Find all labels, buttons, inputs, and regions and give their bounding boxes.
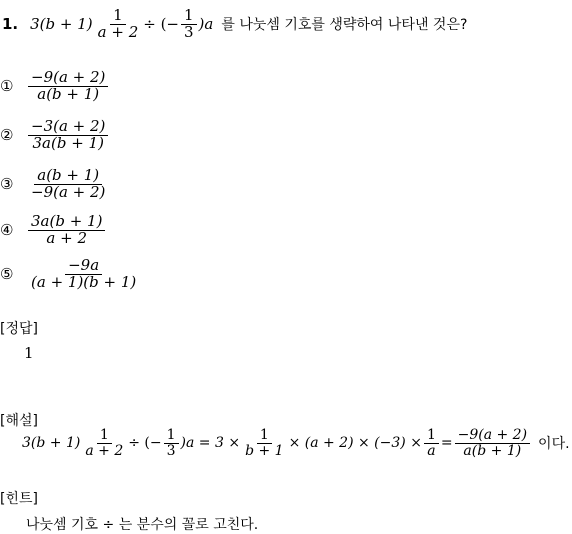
expl-fraction-1: [82, 428, 126, 458]
choice-2[interactable]: [0, 119, 110, 152]
fraction-numerator: 1: [110, 8, 126, 25]
choice-fraction: [28, 258, 139, 291]
expl-part-4: × (a + 2) × (−3) ×: [288, 435, 422, 452]
fraction-numerator: 1: [181, 8, 197, 25]
expl-part-2: ÷ (−: [128, 435, 162, 452]
explanation-label: [해설]: [0, 413, 38, 429]
choice-mark: ③: [0, 175, 14, 194]
fraction-numerator: −9(a + 2): [455, 428, 530, 444]
question-fraction-2: [181, 8, 197, 41]
fraction-denominator: (a + 1)(b + 1): [31, 272, 137, 291]
choice-mark: ②: [0, 126, 14, 145]
fraction-numerator: 1: [97, 428, 112, 444]
choice-fraction: [28, 214, 105, 247]
fraction-denominator: a: [427, 442, 436, 459]
choice-5[interactable]: [0, 258, 141, 291]
fraction-numerator: −9a: [65, 258, 102, 275]
expl-fraction-5: [455, 428, 530, 458]
question-division: ÷ (−: [143, 15, 179, 34]
answer-value: 1: [24, 344, 34, 362]
expl-suffix: 이다.: [538, 436, 570, 453]
choice-4[interactable]: [0, 214, 107, 247]
choice-fraction: [28, 70, 108, 103]
choice-fraction: [28, 168, 108, 201]
fraction-denominator: 3: [184, 22, 194, 41]
fraction-numerator: −3(a + 2): [28, 119, 108, 136]
choice-1[interactable]: [0, 70, 110, 103]
question-expr-prefix: 3(b + 1): [30, 15, 93, 34]
choice-mark: ⑤: [0, 265, 14, 284]
expl-fraction-4: [424, 428, 439, 458]
choice-mark: ①: [0, 77, 14, 96]
expl-fraction-3: [242, 428, 287, 458]
fraction-denominator: a(b + 1): [463, 442, 522, 459]
fraction-numerator: a(b + 1): [34, 168, 102, 185]
fraction-denominator: a + 2: [85, 442, 124, 459]
choice-mark: ④: [0, 221, 14, 240]
answer-label: [정답]: [0, 321, 38, 337]
question-fraction-1: [95, 8, 142, 41]
fraction-denominator: a(b + 1): [37, 84, 100, 103]
hint-text: 나눗셈 기호 ÷ 는 분수의 꼴로 고친다.: [26, 517, 259, 533]
fraction-denominator: a + 2: [97, 22, 139, 41]
fraction-numerator: −9(a + 2): [28, 70, 108, 87]
question-expr-suffix: )a: [198, 15, 214, 34]
fraction-denominator: −9(a + 2): [31, 182, 106, 201]
fraction-denominator: 3: [166, 442, 176, 459]
fraction-numerator: 3a(b + 1): [28, 214, 105, 231]
choice-fraction: [28, 119, 108, 152]
explanation-line: [22, 428, 570, 458]
choice-3[interactable]: [0, 168, 110, 201]
hint-label: [힌트]: [0, 491, 38, 507]
fraction-denominator: a + 2: [46, 228, 88, 247]
question-number: 1.: [2, 15, 19, 34]
question-line: [2, 8, 467, 41]
expl-part-1: 3(b + 1): [22, 435, 81, 452]
expl-part-5: =: [440, 435, 453, 452]
question-text: 를 나눗셈 기호를 생략하여 나타낸 것은?: [221, 17, 468, 34]
expl-fraction-2: [164, 428, 179, 458]
fraction-numerator: 1: [257, 428, 272, 444]
fraction-denominator: b + 1: [245, 442, 284, 459]
expl-part-3: )a = 3 ×: [180, 435, 241, 452]
fraction-numerator: 1: [164, 428, 179, 444]
fraction-denominator: 3a(b + 1): [32, 133, 104, 152]
fraction-numerator: 1: [424, 428, 439, 444]
